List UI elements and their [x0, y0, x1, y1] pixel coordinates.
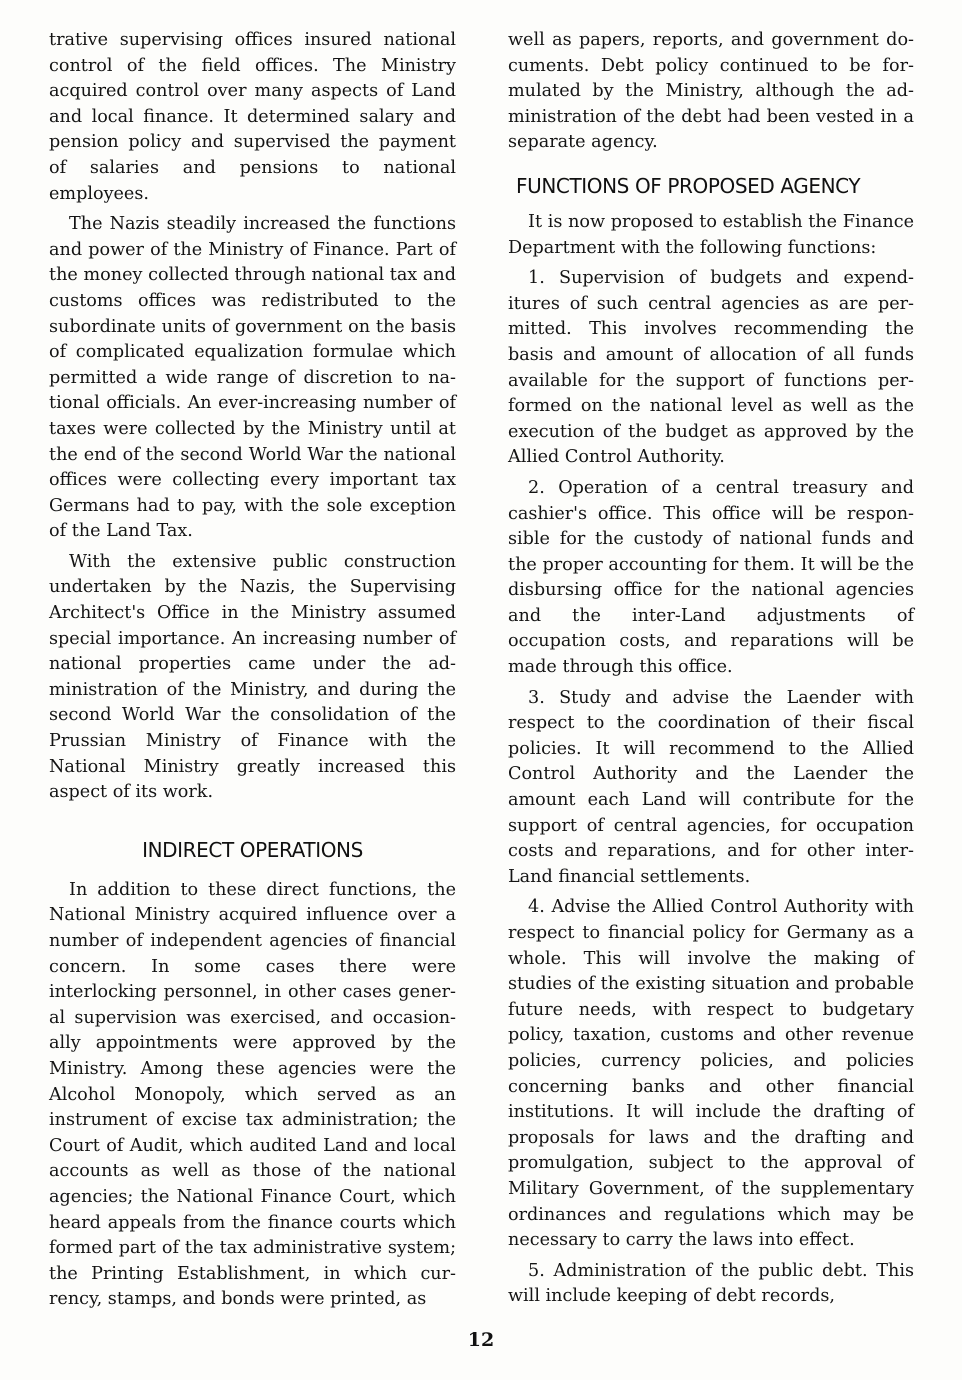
right-column: [508, 28, 914, 1310]
left-paragraph-ministry-control: trative supervising offices insured national control of the field offices. The Ministry acquired control over many aspects of Land and local finance. It determined salary and pension policy and supervised the payment of salaries and pensions to national employees.: [49, 30, 456, 204]
function-item-budgets: 1. Supervision of budgets and expenditures of such central agencies as are permitted. This involves recommending the basis and amount of allocation of all funds available for the support of functions performed on the national level as well as the execution of the budget as approved by the Allied Control Authority.: [508, 268, 914, 468]
left-paragraph-public-construction: With the extensive public construction undertaken by the Nazis, the Supervising Architect's Office in the Ministry assumed special importance. An increasing number of national properties came under the administration of the Ministry, and during the second World War the consolidation of the Prussian Ministry of Finance with the National Ministry greatly increased this aspect of its work.: [49, 551, 456, 803]
left-column: [49, 28, 456, 1313]
right-paragraph-debt-policy: well as papers, reports, and government documents. Debt policy continued to be formulated by the Ministry, although the administration of the debt had been vested in a separate agency.: [508, 30, 914, 153]
section-heading-indirect-operations: INDIRECT OPERATIONS: [142, 837, 363, 862]
function-item-treasury: 2. Operation of a central treasury and cashier's office. This office will be responsible for the custody of national funds and the proper accounting for them. It will be the disbursing office for the national agencies and the inter-Land adjustments of occupation costs, and reparations will be made through this office.: [508, 477, 914, 678]
function-item-laender-advice: 3. Study and advise the Laender with respect to the coordination of their fiscal policies. It will recommend to the Allied Control Authority and the Laender the amount each Land will contribute for the support of central agencies, for occupation costs and reparations, and for other inter-Land financial settlements.: [508, 687, 914, 887]
left-paragraph-independent-agencies: In addition to these direct functions, the National Ministry acquired influence over a number of independent agencies of financial concern. In some cases there were interlocking personnel, in other cases general supervision was exercised, and occasionally appointments were approved by the Ministry. Among these agencies were the Alcohol Monopoly, which served as an instrument of excise tax administration; the Court of Audit, which audited Land and local accounts as well as those of the national agencies; the National Finance Court, which heard appeals from the finance courts which formed part of the tax administrative system; the Printing Establishment, in which currency, stamps, and bonds were printed, as: [49, 879, 456, 1310]
section-heading-proposed-agency: FUNCTIONS OF PROPOSED AGENCY: [516, 173, 861, 198]
page-number: 12: [467, 1329, 495, 1351]
right-paragraph-proposal-intro: It is now proposed to establish the Finance Department with the following functions:: [508, 211, 914, 258]
function-item-financial-policy: 4. Advise the Allied Control Authority with respect to financial policy for Germany as a whole. This will involve the making of studies of the existing situation and probable future needs, with respect to budgetary policy, taxation, customs and other revenue policies, currency policies, and policies concerning banks and other financial institutions. It will include the drafting of proposals for laws and the drafting and promulgation, subject to the approval of Military Government, of the supplementary ordinances and regulations which may be necessary to carry the laws into effect.: [508, 897, 914, 1251]
left-paragraph-nazi-functions: The Nazis steadily increased the functions and power of the Ministry of Finance. Part of the money collected through national tax and customs offices was redistributed to the subordinate units of government on the basis of complicated equalization formulae which permitted a wide range of discretion to national officials. An ever-increasing number of taxes were collected by the Ministry until at the end of the second World War the national offices were collecting every important tax Germans had to pay, with the sole exception of the Land Tax.: [49, 214, 456, 542]
function-item-public-debt: 5. Administration of the public debt. This will include keeping of debt records,: [508, 1260, 914, 1307]
